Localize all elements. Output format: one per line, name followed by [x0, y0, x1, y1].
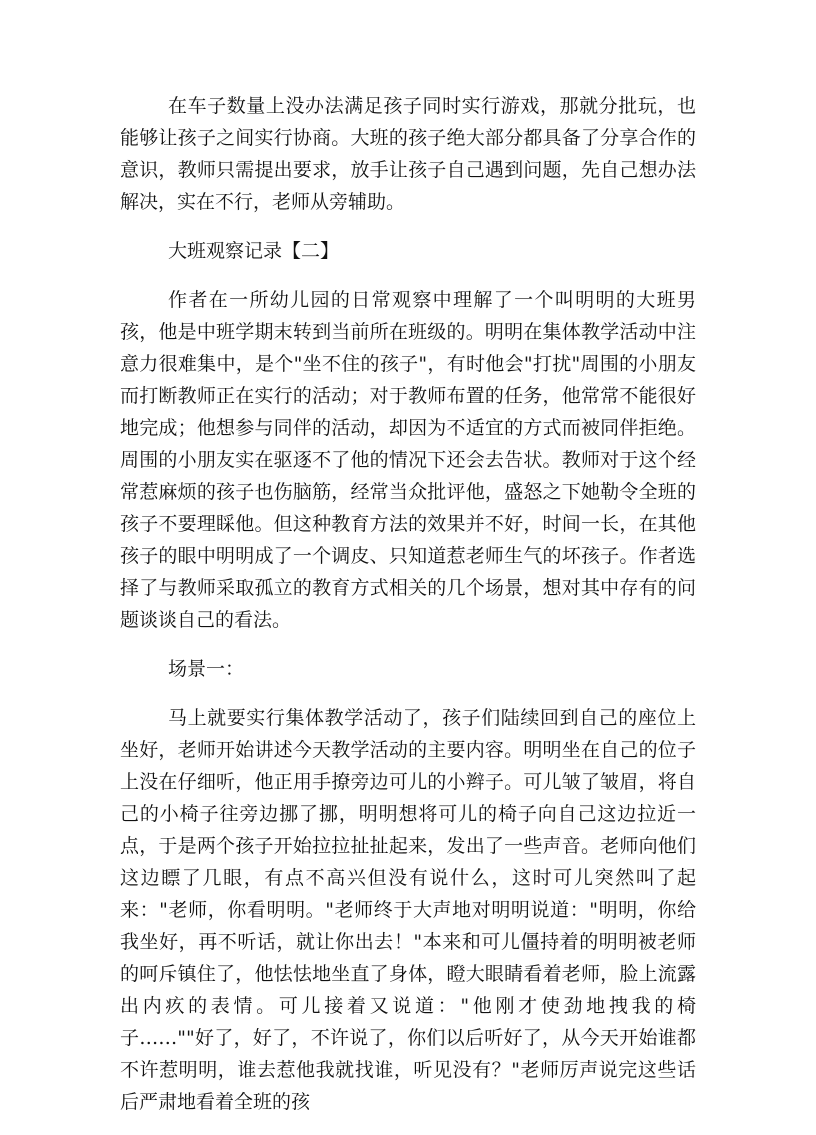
document-page — [120, 90, 696, 1135]
paragraph-intro: 在车子数量上没办法满足孩子同时实行游戏，那就分批玩，也能够让孩子之间实行协商。大班的孩子绝大部分都具备了分享合作的意识，教师只需提出要求，放手让孩子自己遇到问题，先自己想办法解决，实在不行，老师从旁辅助。 — [120, 95, 696, 213]
section-heading-scene-one: 场景一： — [168, 658, 245, 680]
paragraph-scene-one: 马上就要实行集体教学活动了，孩子们陆续回到自己的座位上坐好，老师开始讲述今天教学活动的主要内容。明明坐在自己的位子上没在仔细听，他正用手撩旁边可儿的小辫子。可儿皱了皱眉，将自己的小椅子往旁边挪了挪，明明想将可儿的椅子向自己这边拉近一点，于是两个孩子开始拉拉扯扯起来，发出了一些声音。老师向他们这边瞟了几眼，有点不高兴但没有说什么，这时可儿突然叫了起来："老师，你看明明。"老师终于大声地对明明说道："明明，你给我坐好，再不听话，就让你出去！"本来和可儿僵持着的明明被老师的呵斥镇住了，他怯怯地坐直了身体，瞪大眼睛看着老师，脸上流露出内疚的表情。可儿接着又说道："他刚才使劲地拽我的椅子……""好了，好了，不许说了，你们以后听好了，从今天开始谁都不许惹明明，谁去惹他我就找谁，听见没有？"老师厉声说完这些话后严肃地看着全班的孩 — [120, 707, 696, 1113]
paragraph-background: 作者在一所幼儿园的日常观察中理解了一个叫明明的大班男孩，他是中班学期末转到当前所在班级的。明明在集体教学活动中注意力很难集中，是个"坐不住的孩子"，有时他会"打扰"周围的小朋友而打断教师正在实行的活动；对于教师布置的任务，他常常不能很好地完成；他想参与同伴的活动，却因为不适宜的方式而被同伴拒绝。周围的小朋友实在驱逐不了他的情况下还会去告状。教师对于这个经常惹麻烦的孩子也伤脑筋，经常当众批评他，盛怒之下她勒令全班的孩子不要理睬他。但这种教育方法的效果并不好，时间一长，在其他孩子的眼中明明成了一个调皮、只知道惹老师生气的坏孩子。作者选择了与教师采取孤立的教育方式相关的几个场景，想对其中存有的问题谈谈自己的看法。 — [120, 289, 696, 631]
section-heading-record-two: 大班观察记录【二】 — [168, 240, 340, 262]
